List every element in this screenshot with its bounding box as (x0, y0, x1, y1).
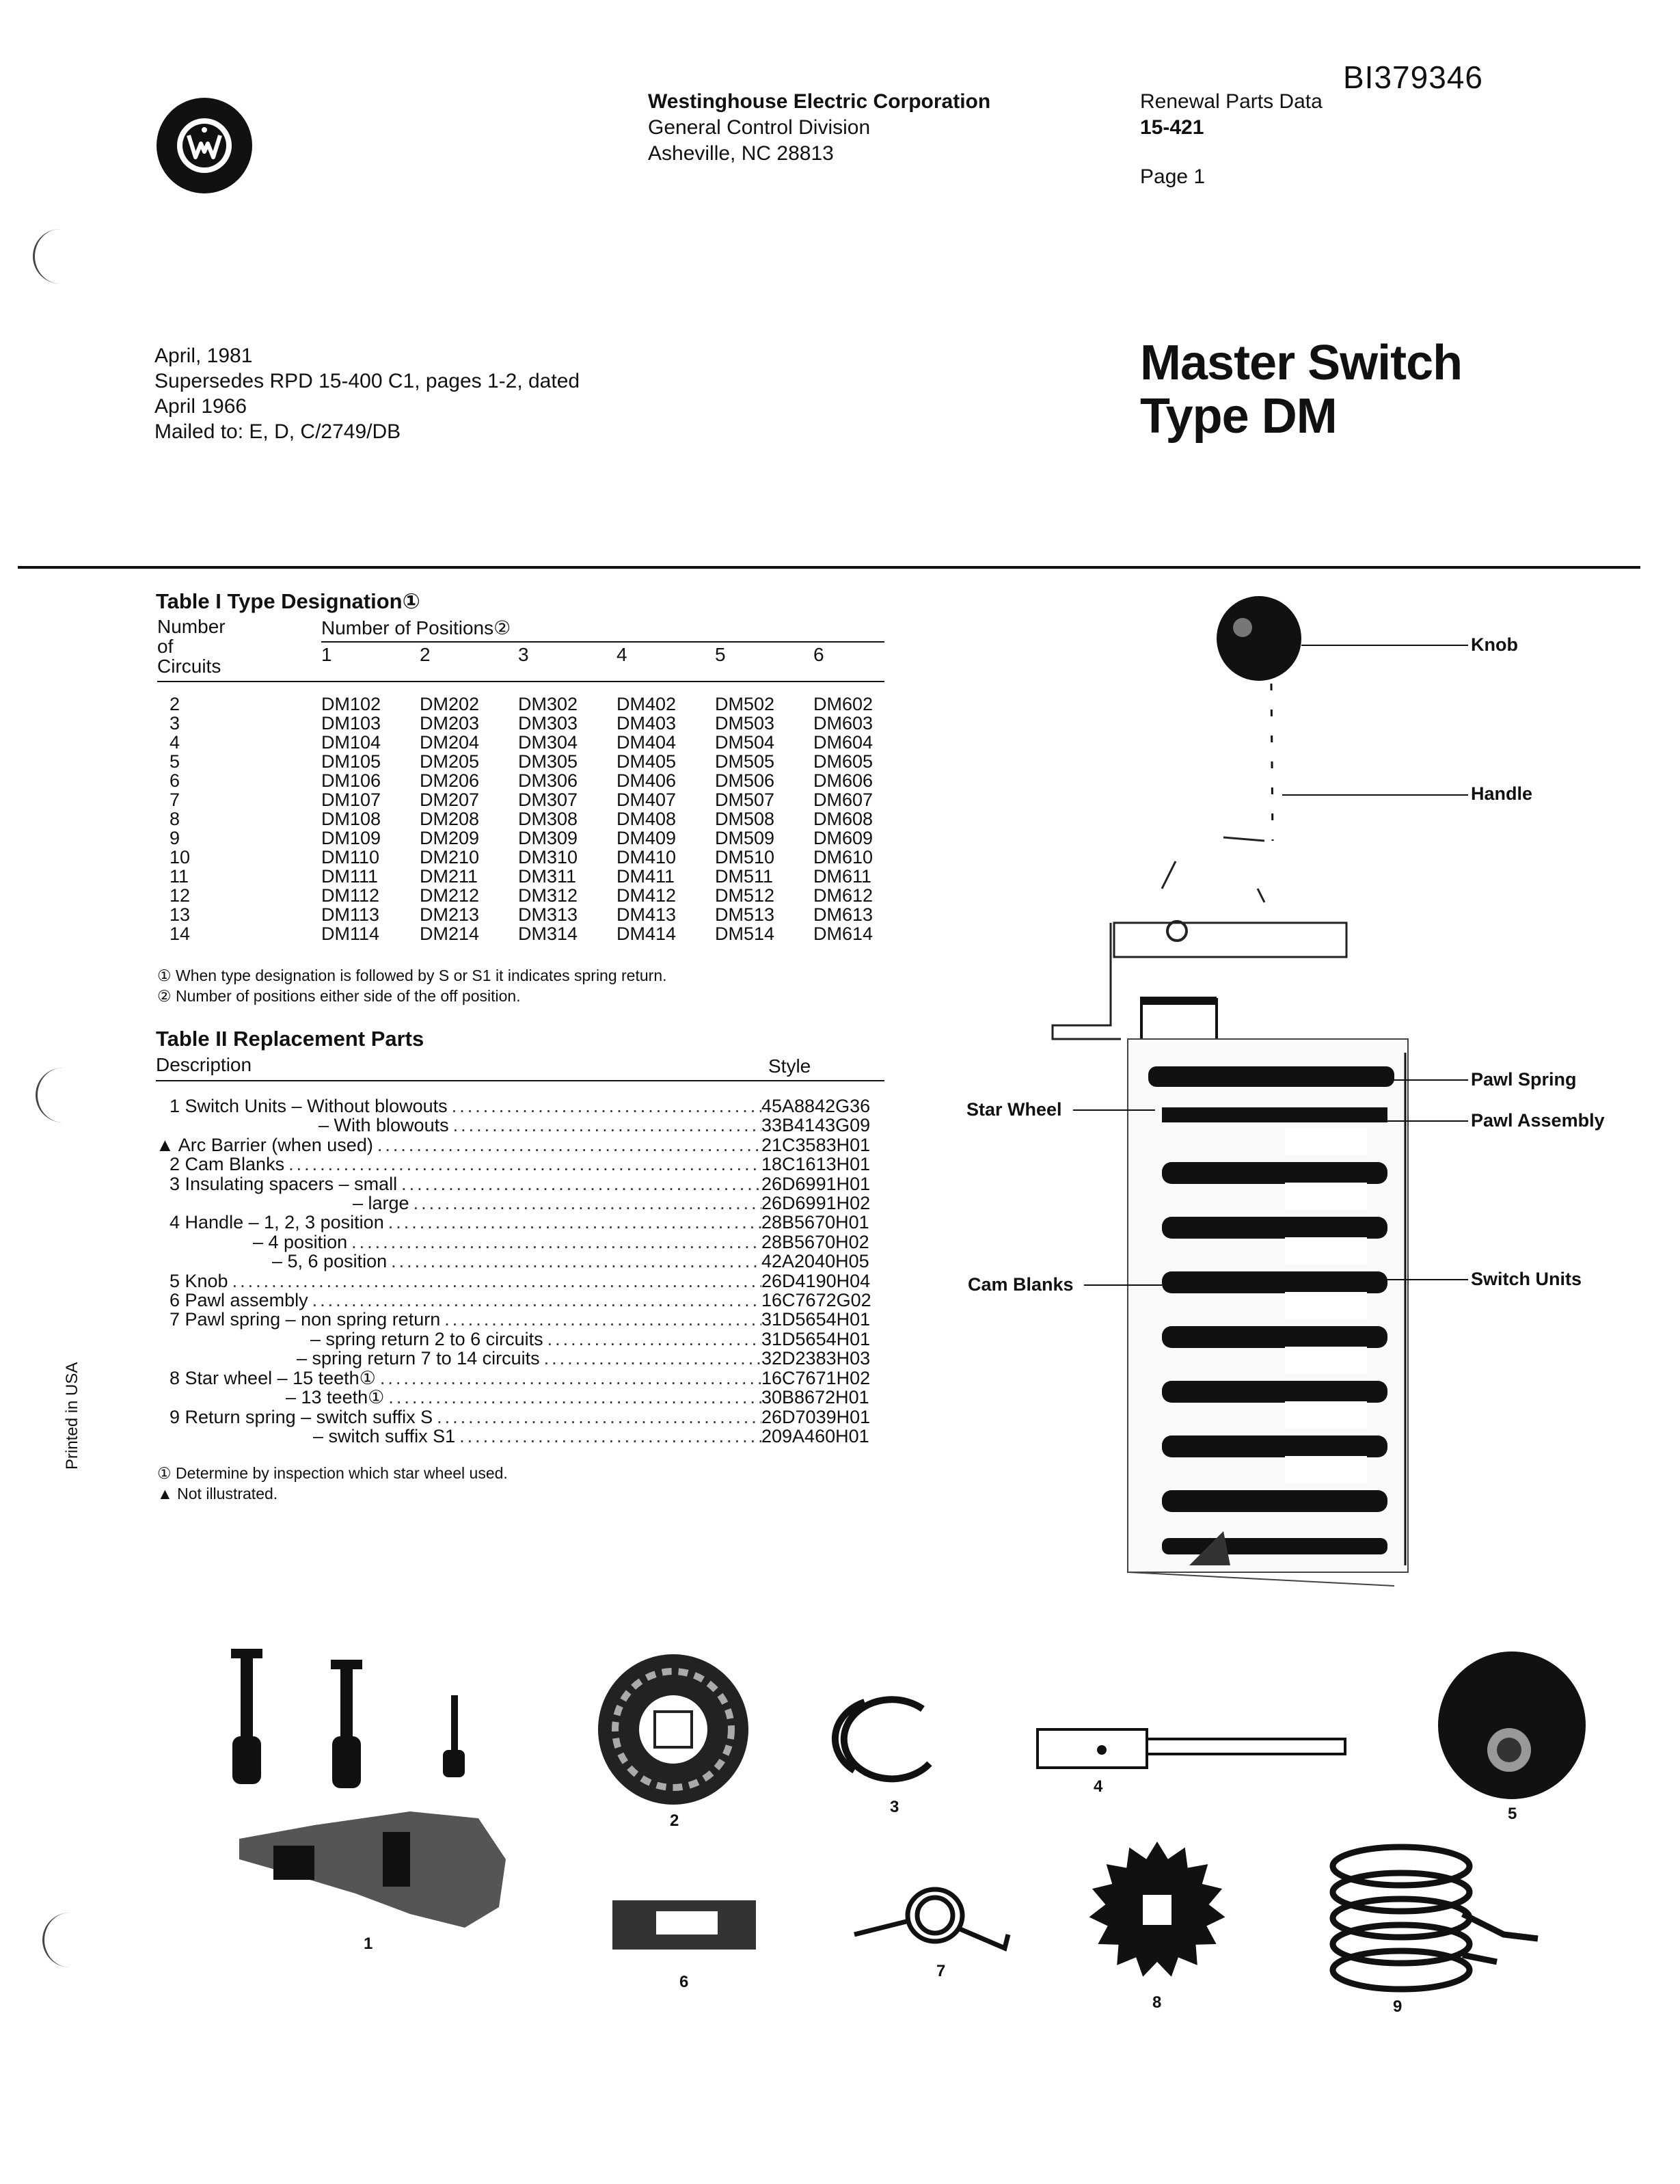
circuits-cell: 7 (170, 790, 180, 810)
part-8-star-wheel (1089, 1842, 1225, 1977)
table2-style-header: Style (768, 1055, 811, 1077)
type-cell: DM410 (617, 847, 677, 867)
type-cell: DM109 (321, 828, 381, 848)
table2-header-rule (156, 1080, 884, 1081)
type-cell: DM303 (518, 713, 578, 733)
type-cell: DM610 (813, 847, 873, 867)
type-cell: DM402 (617, 694, 677, 714)
table-row (157, 790, 912, 809)
table-row (157, 828, 912, 848)
table-row (157, 714, 912, 733)
type-cell: DM107 (321, 790, 381, 810)
part-9-return-spring (1333, 1847, 1538, 1989)
mailed-to: Mailed to: E, D, C/2749/DB (154, 420, 401, 443)
part-style-number: 21C3583H01 (761, 1134, 871, 1155)
type-cell: DM614 (813, 924, 873, 944)
type-cell: DM508 (715, 809, 775, 829)
table-row (157, 848, 912, 867)
part-description: 7 Pawl spring – non spring return (170, 1309, 441, 1330)
leader-dots (448, 1096, 761, 1116)
table1-position-numbers (321, 644, 912, 666)
part-description: 9 Return spring – switch suffix S (170, 1406, 433, 1427)
leader-dots (384, 1213, 761, 1232)
part-style-number: 32D2383H03 (761, 1348, 871, 1369)
part-style-number: 33B4143G09 (761, 1115, 871, 1136)
type-cell: DM304 (518, 732, 578, 753)
table2-body (156, 1096, 884, 1446)
circuits-cell: 11 (170, 866, 189, 887)
leader-dots (373, 1135, 761, 1155)
type-cell: DM309 (518, 828, 578, 848)
part-style-number: 28B5670H02 (761, 1231, 869, 1252)
type-cell: DM604 (813, 732, 873, 753)
rpd-label: Renewal Parts Data (1140, 90, 1323, 113)
type-cell: DM113 (321, 904, 380, 925)
table-row (156, 1116, 884, 1135)
type-cell: DM111 (321, 866, 379, 887)
part-style-number: 26D6991H02 (761, 1193, 871, 1214)
supersedes-date: April 1966 (154, 395, 247, 418)
type-cell: DM110 (321, 847, 380, 867)
position-header: 3 (518, 644, 529, 665)
part-label-5: 5 (1508, 1805, 1517, 1823)
part-label-7: 7 (936, 1962, 946, 1980)
label-pawl-assembly: Pawl Assembly (1471, 1110, 1605, 1131)
position-header: 6 (813, 644, 824, 665)
part-description: 4 Handle – 1, 2, 3 position (170, 1212, 384, 1233)
title-line-2: Type DM (1140, 389, 1337, 444)
part-description: – spring return 7 to 14 circuits (297, 1348, 540, 1369)
table-row (156, 1349, 884, 1368)
part-label-1: 1 (364, 1934, 373, 1953)
leader-dots (543, 1330, 761, 1349)
type-cell: DM502 (715, 694, 775, 714)
position-header: 1 (321, 644, 332, 665)
leader-dots (347, 1232, 761, 1252)
part-description: – 4 position (253, 1231, 348, 1252)
type-cell: DM208 (420, 809, 480, 829)
circuits-cell: 3 (170, 713, 180, 733)
circuits-cell: 2 (170, 694, 180, 714)
part-description: – spring return 2 to 6 circuits (310, 1328, 543, 1349)
type-cell: DM306 (518, 770, 578, 791)
part-description: – large (353, 1193, 409, 1214)
type-cell: DM602 (813, 694, 873, 714)
part-description: – 13 teeth① (286, 1387, 385, 1408)
type-cell: DM414 (617, 924, 677, 944)
header-divider (18, 566, 1640, 569)
part-description: 2 Cam Blanks (170, 1154, 285, 1175)
type-cell: DM313 (518, 904, 578, 925)
part-style-number: 209A460H01 (761, 1425, 869, 1446)
type-cell: DM203 (420, 713, 480, 733)
type-cell: DM512 (715, 885, 775, 906)
type-cell: DM412 (617, 885, 677, 906)
part-style-number: 26D7039H01 (761, 1406, 871, 1427)
table-row (157, 733, 912, 752)
part-label-8: 8 (1152, 1993, 1162, 2012)
document-number: BI379346 (1343, 59, 1483, 95)
type-cell: DM207 (420, 790, 480, 810)
table1-title: Table I Type Designation① (156, 589, 420, 613)
part-description: – With blowouts (319, 1115, 449, 1136)
table-row (157, 867, 912, 886)
part-4-handle (1038, 1729, 1345, 1768)
type-cell: DM603 (813, 713, 873, 733)
type-cell: DM102 (321, 694, 381, 714)
table2-footnote-1: ① Determine by inspection which star wheel used. (157, 1464, 508, 1482)
type-cell: DM510 (715, 847, 775, 867)
table-row (156, 1427, 884, 1446)
leader-dots (308, 1291, 761, 1310)
type-cell: DM114 (321, 924, 380, 944)
issue-date: April, 1981 (154, 345, 253, 367)
part-description: – switch suffix S1 (313, 1425, 456, 1446)
leader-dots (540, 1349, 761, 1368)
table-row (156, 1388, 884, 1407)
binder-hole-mark (36, 1068, 79, 1122)
table-row (157, 809, 912, 828)
type-cell: DM210 (420, 847, 480, 867)
header-of: of (157, 636, 174, 657)
header-number: Number (157, 616, 226, 637)
part-description: – 5, 6 position (272, 1251, 388, 1272)
type-cell: DM405 (617, 751, 677, 772)
table2-title: Table II Replacement Parts (156, 1027, 424, 1051)
type-cell: DM209 (420, 828, 480, 848)
part-style-number: 28B5670H01 (761, 1212, 869, 1233)
table-row (157, 924, 912, 943)
company-division: General Control Division (648, 116, 871, 139)
type-cell: DM105 (321, 751, 381, 772)
type-cell: DM204 (420, 732, 480, 753)
table-row (157, 905, 912, 924)
type-cell: DM302 (518, 694, 578, 714)
circuits-cell: 6 (170, 770, 180, 791)
table-row (156, 1271, 884, 1291)
table1-circuits-header (157, 617, 226, 676)
type-cell: DM606 (813, 770, 873, 791)
table-row (157, 886, 912, 905)
type-cell: DM205 (420, 751, 480, 772)
part-label-4: 4 (1094, 1777, 1103, 1796)
type-cell: DM609 (813, 828, 873, 848)
table-row (156, 1213, 884, 1232)
type-cell: DM611 (813, 866, 872, 887)
type-cell: DM403 (617, 713, 677, 733)
type-cell: DM509 (715, 828, 775, 848)
table1-body (157, 695, 912, 943)
part-3-insulating-spacer (835, 1699, 930, 1779)
date-block (154, 343, 580, 444)
leader-dots (376, 1369, 761, 1388)
circuits-cell: 8 (170, 809, 180, 829)
type-cell: DM608 (813, 809, 873, 829)
table2-footnotes (157, 1463, 508, 1504)
table-row (156, 1155, 884, 1174)
table-row (156, 1330, 884, 1349)
table1-footnotes (157, 965, 667, 1006)
circuits-cell: 13 (170, 904, 191, 925)
type-cell: DM212 (420, 885, 480, 906)
type-cell: DM103 (321, 713, 381, 733)
part-style-number: 16C7672G02 (761, 1290, 871, 1311)
table-row (157, 771, 912, 790)
table-row (156, 1407, 884, 1427)
type-cell: DM607 (813, 790, 873, 810)
table-row (156, 1194, 884, 1213)
type-cell: DM612 (813, 885, 873, 906)
part-label-9: 9 (1393, 1997, 1403, 2016)
leader-dots (384, 1388, 761, 1407)
part-description: 1 Switch Units – Without blowouts (170, 1096, 448, 1116)
table2-description-header: Description (156, 1054, 252, 1075)
type-cell: DM108 (321, 809, 381, 829)
page-number: Page 1 (1140, 165, 1206, 188)
type-cell: DM310 (518, 847, 578, 867)
position-header: 2 (420, 644, 431, 665)
position-header: 4 (617, 644, 627, 665)
type-cell: DM513 (715, 904, 775, 925)
table-row (156, 1174, 884, 1194)
type-cell: DM307 (518, 790, 578, 810)
type-cell: DM503 (715, 713, 775, 733)
type-cell: DM505 (715, 751, 775, 772)
label-star-wheel: Star Wheel (966, 1099, 1062, 1120)
table-row (156, 1310, 884, 1329)
table-row (157, 752, 912, 771)
part-style-number: 31D5654H01 (761, 1328, 871, 1349)
type-cell: DM408 (617, 809, 677, 829)
leader-dots (455, 1427, 761, 1446)
table-row (157, 695, 912, 714)
leader-dots (433, 1407, 761, 1427)
type-cell: DM206 (420, 770, 480, 791)
type-cell: DM305 (518, 751, 578, 772)
part-6-pawl-assembly (612, 1900, 756, 1950)
type-cell: DM314 (518, 924, 578, 944)
title-line-1: Master Switch (1140, 336, 1463, 390)
position-header: 5 (715, 644, 726, 665)
part-description: ▲ Arc Barrier (when used) (156, 1134, 373, 1155)
part-5-knob (1438, 1652, 1586, 1799)
label-cam-blanks: Cam Blanks (968, 1274, 1074, 1295)
part-label-6: 6 (679, 1973, 689, 1991)
table2-footnote-2: ▲ Not illustrated. (157, 1485, 278, 1502)
part-style-number: 26D6991H01 (761, 1173, 871, 1194)
part-style-number: 30B8672H01 (761, 1387, 869, 1408)
type-cell: DM506 (715, 770, 775, 791)
leader-dots (397, 1174, 761, 1194)
type-cell: DM407 (617, 790, 677, 810)
circuits-cell: 10 (170, 847, 191, 867)
circuits-cell: 4 (170, 732, 180, 753)
part-description: 3 Insulating spacers – small (170, 1173, 398, 1194)
type-cell: DM411 (617, 866, 675, 887)
circuits-cell: 9 (170, 828, 180, 848)
type-cell: DM112 (321, 885, 380, 906)
leader-dots (449, 1116, 761, 1135)
part-label-3: 3 (890, 1798, 899, 1816)
leader-dots (440, 1310, 761, 1329)
table-row (156, 1252, 884, 1271)
part-style-number: 18C1613H01 (761, 1154, 871, 1175)
part-style-number: 45A8842G36 (761, 1096, 871, 1116)
part-description: 5 Knob (170, 1270, 228, 1291)
type-cell: DM308 (518, 809, 578, 829)
type-cell: DM507 (715, 790, 775, 810)
type-cell: DM214 (420, 924, 480, 944)
leader-dots (409, 1194, 761, 1213)
part-description: 8 Star wheel – 15 teeth① (170, 1367, 376, 1388)
type-cell: DM613 (813, 904, 873, 925)
leader-dots (228, 1271, 761, 1291)
page-title (1140, 336, 1462, 443)
rpd-number: 15-421 (1140, 116, 1204, 139)
type-cell: DM406 (617, 770, 677, 791)
label-pawl-spring: Pawl Spring (1471, 1069, 1577, 1090)
part-style-number: 26D4190H04 (761, 1270, 871, 1291)
printed-in-usa: Printed in USA (63, 1362, 81, 1470)
westinghouse-logo (156, 97, 253, 194)
company-name: Westinghouse Electric Corporation (648, 90, 991, 113)
part-1-switch-unit (231, 1649, 506, 1928)
part-style-number: 31D5654H01 (761, 1309, 871, 1330)
circuits-cell: 12 (170, 885, 191, 906)
circuits-cell: 5 (170, 751, 180, 772)
table1-header-bottom-rule (157, 681, 884, 682)
label-handle: Handle (1471, 783, 1533, 804)
leader-dots (387, 1252, 761, 1271)
table-row (156, 1291, 884, 1310)
table-row (156, 1369, 884, 1388)
type-cell: DM202 (420, 694, 480, 714)
part-style-number: 42A2040H05 (761, 1251, 869, 1272)
type-cell: DM106 (321, 770, 381, 791)
table1-footnote-1: ① When type designation is followed by S or S1 it indicates spring return. (157, 967, 667, 984)
table-row (156, 1096, 884, 1116)
leader-dots (284, 1155, 761, 1174)
type-cell: DM211 (420, 866, 478, 887)
part-description: 6 Pawl assembly (170, 1290, 308, 1311)
table1-header-rule (321, 641, 884, 643)
type-cell: DM404 (617, 732, 677, 753)
type-cell: DM312 (518, 885, 578, 906)
table1-positions-header: Number of Positions② (321, 617, 511, 638)
label-knob: Knob (1471, 634, 1518, 655)
table-row (156, 1232, 884, 1252)
header-circuits: Circuits (157, 656, 221, 677)
part-7-pawl-spring (854, 1889, 1008, 1948)
table1-footnote-2: ② Number of positions either side of the off position. (157, 987, 521, 1005)
company-address: Asheville, NC 28813 (648, 142, 834, 165)
type-cell: DM213 (420, 904, 480, 925)
supersedes-note: Supersedes RPD 15-400 C1, pages 1-2, dated (154, 370, 580, 392)
part-style-number: 16C7671H02 (761, 1367, 871, 1388)
table-row (156, 1135, 884, 1155)
binder-hole-mark (42, 1913, 85, 1967)
type-cell: DM504 (715, 732, 775, 753)
type-cell: DM413 (617, 904, 677, 925)
company-block (648, 89, 990, 167)
type-cell: DM409 (617, 828, 677, 848)
type-cell: DM511 (715, 866, 774, 887)
rpd-block (1140, 89, 1323, 141)
type-cell: DM605 (813, 751, 873, 772)
circuits-cell: 14 (170, 924, 191, 944)
type-cell: DM311 (518, 866, 577, 887)
type-cell: DM104 (321, 732, 381, 753)
type-cell: DM514 (715, 924, 775, 944)
label-switch-units: Switch Units (1471, 1269, 1582, 1289)
part-2-cam-blank (598, 1654, 748, 1805)
binder-hole-mark (33, 229, 76, 284)
part-label-2: 2 (670, 1811, 679, 1830)
